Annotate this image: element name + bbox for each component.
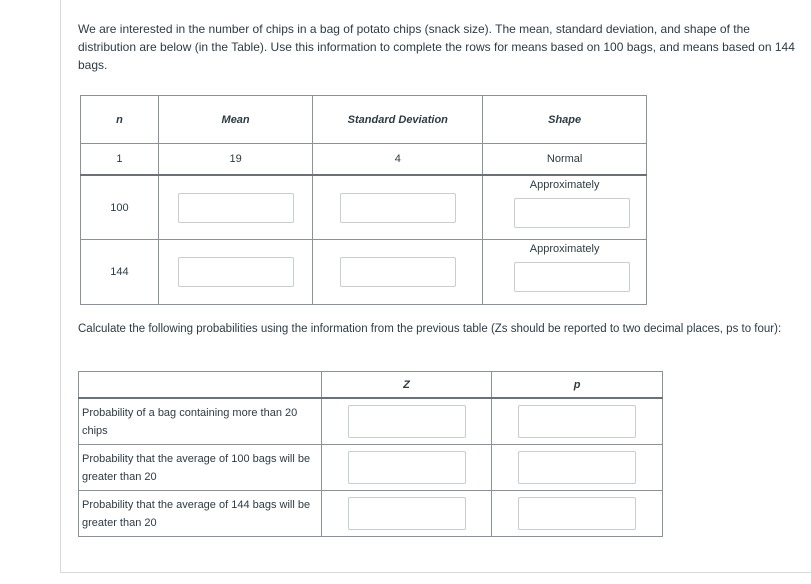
table-row	[81, 144, 647, 176]
shape-prefix-label: Approximately	[529, 243, 600, 255]
mean-144-input[interactable]	[178, 257, 294, 287]
probability-table	[78, 371, 663, 537]
distribution-table	[80, 95, 647, 305]
row1-mean: 19	[158, 144, 312, 176]
header-standard-deviation: Standard Deviation	[313, 96, 483, 144]
p-input-3[interactable]	[518, 497, 636, 530]
z-cell	[321, 398, 492, 445]
table-row	[79, 445, 663, 491]
header-shape: Shape	[483, 96, 647, 144]
row1-sd: 4	[313, 144, 483, 176]
row2-n: 100	[81, 175, 159, 240]
sd-100-input[interactable]	[340, 193, 456, 223]
row2-sd-cell	[313, 175, 483, 240]
z-cell	[321, 491, 492, 537]
question-label: Probability that the average of 100 bags will be greater than 20	[79, 445, 322, 491]
shape-144-input[interactable]	[514, 262, 630, 292]
table-row	[79, 491, 663, 537]
table-header-row	[79, 372, 663, 399]
p-input-2[interactable]	[518, 451, 636, 484]
question-label: Probability that the average of 144 bags will be greater than 20	[79, 491, 322, 537]
row2-mean-cell	[158, 175, 312, 240]
sd-144-input[interactable]	[340, 257, 456, 287]
z-input-1[interactable]	[348, 405, 466, 438]
calc-instructions: Calculate the following probabilities using the information from the previous table (Zs should be reported to two decimal places, ps to four):	[78, 323, 782, 335]
intro-paragraph: We are interested in the number of chips in a bag of potato chips (snack size). The mean, standard deviation, and shape of the distribution are below (in the Table). Use this information to complete the rows for means based on 100 bags, and means based on 144 bags.	[78, 22, 795, 72]
header-z: Z	[321, 372, 492, 399]
shape-prefix-label: Approximately	[529, 179, 600, 191]
header-p: p	[492, 372, 663, 399]
p-cell	[492, 398, 663, 445]
row2-shape-cell	[483, 175, 647, 240]
row1-n: 1	[81, 144, 159, 176]
header-n: n	[81, 96, 159, 144]
table-row	[81, 240, 647, 305]
row3-sd-cell	[313, 240, 483, 305]
p-cell	[492, 491, 663, 537]
row3-shape-cell	[483, 240, 647, 305]
row3-mean-cell	[158, 240, 312, 305]
p-input-1[interactable]	[518, 405, 636, 438]
table-row	[79, 398, 663, 445]
mean-100-input[interactable]	[178, 193, 294, 223]
z-input-2[interactable]	[348, 451, 466, 484]
row1-shape: Normal	[483, 144, 647, 176]
row3-n: 144	[81, 240, 159, 305]
z-input-3[interactable]	[348, 497, 466, 530]
shape-100-input[interactable]	[514, 198, 630, 228]
table-header-row	[81, 96, 647, 144]
header-blank	[79, 372, 322, 399]
table-row	[81, 175, 647, 240]
p-cell	[492, 445, 663, 491]
z-cell	[321, 445, 492, 491]
question-label: Probability of a bag containing more than 20 chips	[79, 398, 322, 445]
header-mean: Mean	[158, 96, 312, 144]
